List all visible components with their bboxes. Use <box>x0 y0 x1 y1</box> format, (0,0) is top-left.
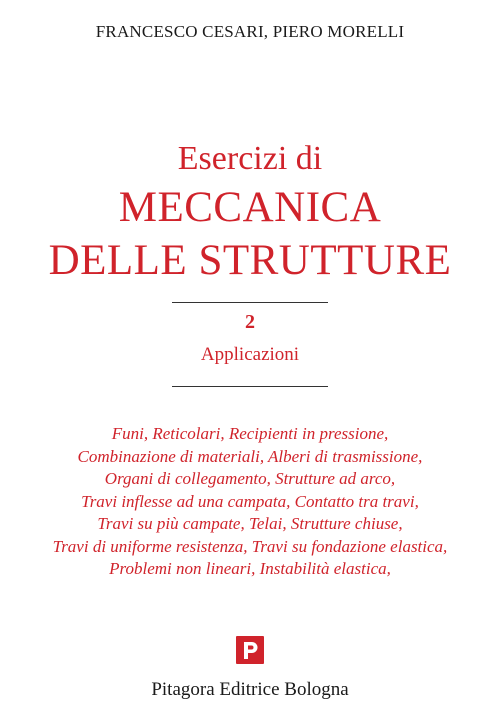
topic-line: Travi inflesse ad una campata, Contatto tra travi, <box>81 491 419 511</box>
divider-bottom <box>172 386 328 387</box>
publisher-name: Pitagora Editrice Bologna <box>151 679 349 700</box>
topic-line: Travi su più campate, Telai, Strutture chiuse, <box>97 514 403 533</box>
divider-top <box>172 302 328 303</box>
title-main-line2: DELLE STRUTTURE <box>48 237 452 284</box>
topic-line: Funi, Reticolari, Recipienti in pressione, <box>111 424 389 443</box>
title-main-line1: MECCANICA <box>118 184 382 231</box>
topic-line: Travi di uniforme resistenza, Travi su fondazione elastica, <box>52 536 448 556</box>
topic-line: Combinazione di materiali, Alberi di trasmissione, <box>77 446 423 466</box>
volume-number: 2 <box>245 311 255 333</box>
title-prefix: Esercizi di <box>177 140 323 177</box>
authors: FRANCESCO CESARI, PIERO MORELLI <box>95 22 405 41</box>
volume-subtitle: Applicazioni <box>200 344 300 365</box>
publisher-p-logo-icon <box>236 636 264 664</box>
topics-list <box>0 423 500 581</box>
topic-line: Organi di collegamento, Strutture ad arco, <box>104 469 396 488</box>
topic-line: Problemi non lineari, Instabilità elastica, <box>109 559 391 578</box>
